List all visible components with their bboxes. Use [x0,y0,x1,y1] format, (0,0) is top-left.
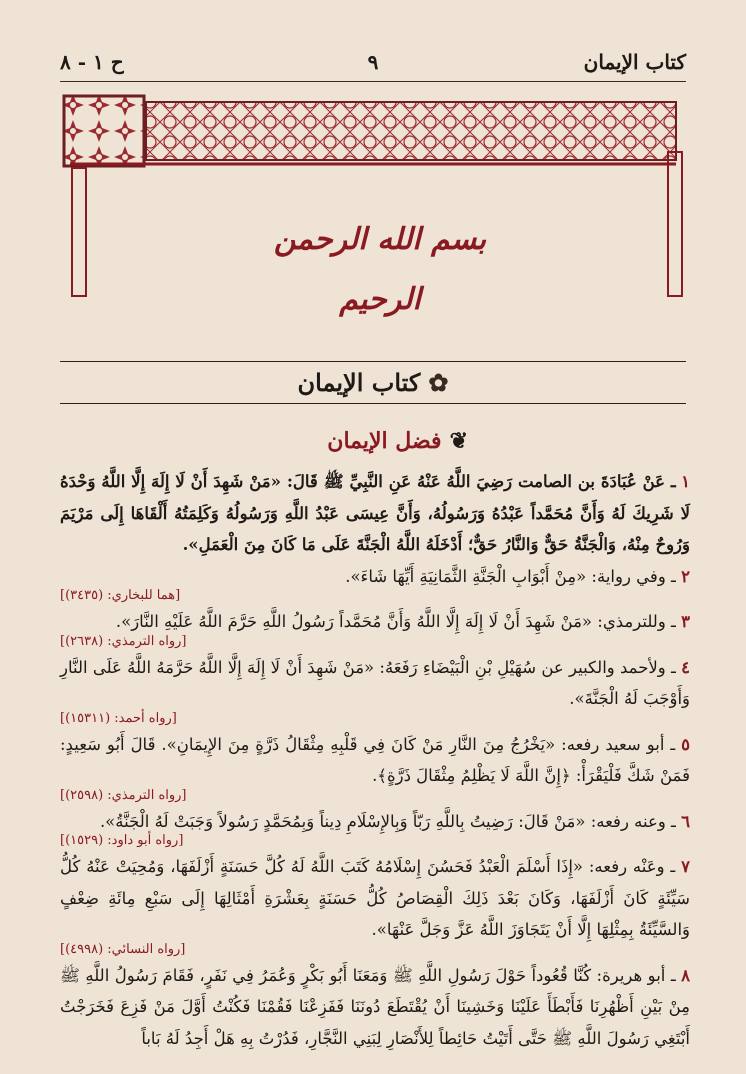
hadith-reference: [رواه الترمذي: (٢٦٣٨)] [60,633,187,649]
hadith-reference: [هما للبخاري: (٣٤٣٥)] [60,588,181,603]
hadith-reference: [رواه أحمد: (١٥٣١١)] [60,710,177,726]
hadith-number: ٦ [681,811,690,831]
hadith-text: ـ ولأحمد والكبير عن سُهَيْلِ بْنِ الْبَيْضَاءِ رَفَعَهُ: «مَنْ شَهِدَ أَنْ لَا إِلَهَ إِلَّا اللَّهُ حَرَّمَهُ اللَّهُ عَلَى النَّارِ وَأَوْجَبَ لَهُ الْجَنَّةَ». [60,657,690,708]
basmala: بسم الله الرحمن الرحيم [273,222,487,317]
flower-ornament-icon: ✿ [428,368,449,397]
hadith-reference: [رواه أبو داود: (١٥٢٩)] [60,833,184,848]
hadith-item [60,466,690,561]
hadith-item [60,561,690,607]
page-number: ٩ [367,50,379,74]
running-header [60,48,686,82]
section-heading [268,428,468,454]
hadith-range: ح ١ - ٨ [60,50,124,74]
book-title [60,368,686,397]
hadith-number: ٢ [681,566,690,586]
hadith-text: ـ أبو هريرة: كُنَّا قُعُوداً حَوْلَ رَسُولِ اللَّهِ ﷺ وَمَعَنَا أَبُو بَكْرٍ وَعُمَرُ فِي نَفَرٍ، فَقَامَ رَسُولُ اللَّهِ ﷺ مِنْ بَيْنِ أَظْهُرِنَا فَأَبْطَأَ عَلَيْنَا وَخَشِينَا أَنْ يُقْتَطَعَ دُونَنَا فَفَزِعْنَا فَقُمْنَا فَكُنْتُ أَوَّلَ مَنْ فَزِعَ فَخَرَجْتُ أَبْتَغِي رَسُولَ اللَّهِ ﷺ حَتَّى أَتَيْتُ حَائِطاً لِلأَنْصَارِ لِبَنِي النَّجَّارِ، فَدُرْتُ بِهِ هَلْ أَجِدُ لَهُ بَاباً [60,965,690,1048]
section-title-text: فضل الإيمان [327,428,442,454]
title-rule-bottom [60,403,686,404]
hadith-item [60,729,690,806]
hadith-text: ـ وعَنْه رفعه: «إِذَا أَسْلَمَ الْعَبْدُ فَحَسُنَ إِسْلَامُهُ كَتَبَ اللَّهُ لَهُ كُلَّ حَسَنَةٍ أَزْلَفَهَا، وَمُحِيَتْ عَنْهُ كُلُّ سَيِّئَةٍ كَانَ أَزْلَفَهَا، وَكَانَ بَعْدَ ذَلِكَ الْقِصَاصُ كُلُّ حَسَنَةٍ بِعَشْرَةِ أَمْثَالِهَا إِلَى سَبْعِ مِائَةِ ضِعْفٍ وَالسَّيِّئَةُ بِمِثْلِهَا إِلَّا أَنْ يَتَجَاوَزَ اللَّهُ عَزَّ وَجَلَّ عَنْهَا». [60,857,690,939]
hadith-text: ـ وعنه رفعه: «مَنْ قَالَ: رَضِيتُ بِاللَّهِ رَبّاً وَبِالإِسْلَامِ دِيناً وَبِمُحَمَّدٍ رَسُولاً وَجَبَتْ لَهُ الْجَنَّةُ». [99,811,676,831]
hadith-text: ـ أبو سعيد رفعه: «يَخْرُجُ مِنَ النَّارِ مَنْ كَانَ فِي قَلْبِهِ مِثْقَالُ ذَرَّةٍ مِنَ الإِيمَانِ». قَالَ أَبُو سَعِيدٍ: فَمَنْ شَكَّ فَلْيَقْرَأْ: ﴿إِنَّ اللَّهَ لَا يَظْلِمُ مِثْقَالَ ذَرَّةٍ﴾. [60,734,690,785]
hadith-reference: [رواه النسائي: (٤٩٩٨)] [60,941,186,957]
hadith-number: ٧ [681,857,690,876]
hadith-list [60,466,690,1054]
hadith-number: ٣ [681,612,690,631]
hadith-number: ١ [681,472,690,491]
hadith-text: ـ عَنْ عُبَادَةَ بن الصامت رَضِيَ اللَّهُ عَنْهُ عَنِ النَّبِيِّ ﷺ قَالَ: «مَنْ شَهِدَ أَنْ لَا إِلَهَ إِلَّا اللَّهُ وَحْدَهُ لَا شَرِيكَ لَهُ وَأَنَّ مُحَمَّداً عَبْدُهُ وَرَسُولُهُ، وَأَنَّ عِيسَى عَبْدُ اللَّهِ وَرَسُولُهُ وَكَلِمَتُهُ أَلْقَاهَا إِلَى مَرْيَمَ وَرُوحٌ مِنْهُ، وَالْجَنَّةُ حَقٌّ وَالنَّارُ حَقٌّ؛ أَدْخَلَهُ اللَّهُ الْجَنَّةَ عَلَى مَا كَانَ مِنَ الْعَمَلِ». [60,472,690,554]
hadith-item [60,652,690,729]
header-rule [60,81,686,82]
title-rule-top [60,361,686,362]
hadith-item [60,606,690,652]
hadith-item [60,960,690,1055]
hadith-number: ٥ [681,734,691,754]
section-marker-icon: ❦ [449,428,468,454]
hadith-number: ٨ [681,965,690,985]
ornamental-frame [60,92,686,317]
header-book-title: كتاب الإيمان [583,50,686,74]
hadith-item [60,806,690,852]
book-title-text: كتاب الإيمان [297,368,421,397]
hadith-text: ـ وللترمذي: «مَنْ شَهِدَ أَنْ لَا إِلَهَ إِلَّا اللَّهُ وَأَنَّ مُحَمَّداً رَسُولُ اللَّهِ حَرَّمَ اللَّهُ عَلَيْهِ النَّارَ». [115,612,676,631]
hadith-item [60,851,690,960]
hadith-number: ٤ [681,657,691,677]
hadith-reference: [رواه الترمذي: (٢٥٩٨)] [60,787,187,803]
hadith-text: ـ وفي رواية: «مِنْ أَبْوَابِ الْجَنَّةِ الثَّمَانِيَةِ أَيِّهَا شَاءَ». [345,566,676,586]
